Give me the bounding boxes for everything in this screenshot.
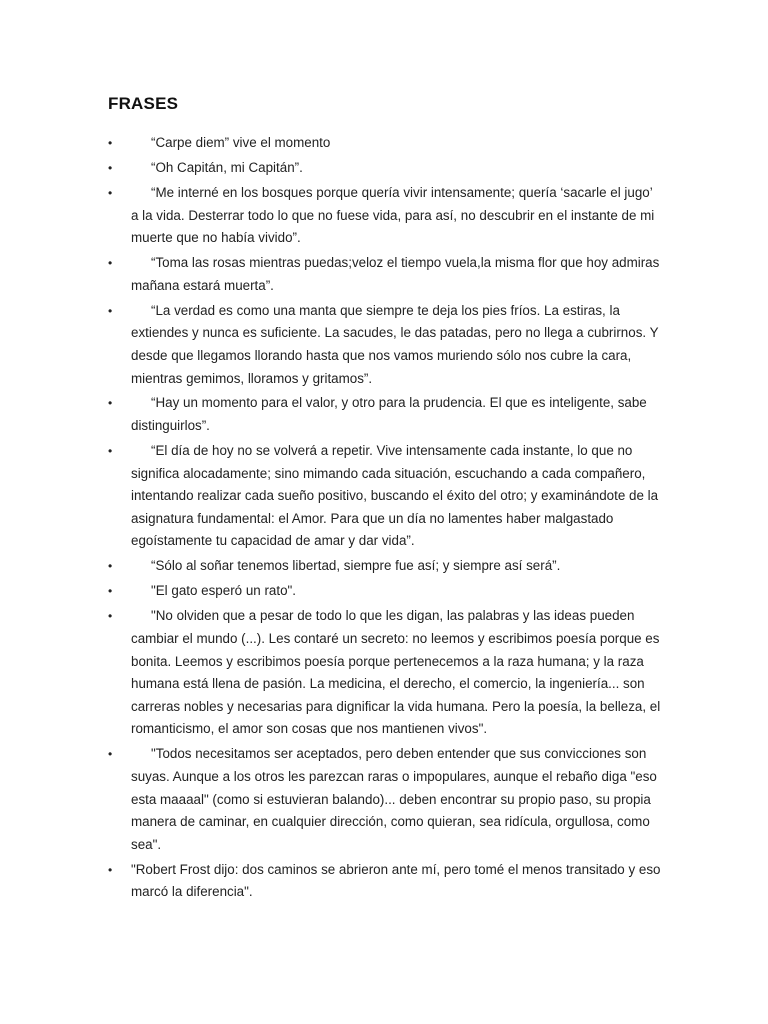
list-item <box>0 743 662 856</box>
bullet-icon: • <box>108 136 113 150</box>
quote-text: "Robert Frost dijo: dos caminos se abrieron ante mí, pero tomé el menos transitado y eso marcó la diferencia". <box>131 861 661 900</box>
quote-text: “Toma las rosas mientras puedas;veloz el tiempo vuela,la misma flor que hoy admiras mañana estará muerta”. <box>131 255 660 293</box>
bullet-icon: • <box>108 747 113 762</box>
list-item <box>0 182 662 250</box>
quote-text: “Oh Capitán, mi Capitán”. <box>151 159 303 175</box>
list-item <box>0 132 662 155</box>
list-item <box>0 605 662 741</box>
bullet-icon: • <box>108 862 113 877</box>
bullet-icon: • <box>108 609 113 624</box>
quote-text: “Me interné en los bosques porque quería vivir intensamente; quería ‘sacarle el jugo’ a la vida. Desterrar todo lo que no fuese vida, para así, no descubrir en el instante de mi muerte que no había vivido”. <box>131 184 655 246</box>
bullet-icon: • <box>108 444 113 459</box>
quote-text: "Todos necesitamos ser aceptados, pero deben entender que sus convicciones son suyas. Aunque a los otros les parezcan raras o impopulares, aunque el rebaño diga "eso esta maaaal" (como si estuvieran balando)... deben encontrar su propio paso, su propia manera de caminar, en cualquier dirección, como quieran, sea ridícula, orgullosa, como sea". <box>131 746 657 852</box>
list-item <box>0 252 662 297</box>
quote-text: “Hay un momento para el valor, y otro para la prudencia. El que es inteligente, sabe distinguirlos”. <box>131 395 647 434</box>
list-item <box>0 392 662 437</box>
quote-text: "No olviden que a pesar de todo lo que les digan, las palabras y las ideas pueden cambiar el mundo (...). Les contaré un secreto: no leemos y escribimos poesía porque es bonita. Leemos y escribimos poesía porque pertenecemos a la raza humana; y la raza humana está llena de pasión. La medicina, el derecho, el comercio, la ingeniería... son carreras nobles y necesarias para dignificar la vida humana. Pero la poesía, la belleza, el romanticismo, el amor son cosas que nos mantienen vivos". <box>131 608 661 737</box>
bullet-icon: • <box>108 256 113 271</box>
document-title: FRASES <box>108 94 179 113</box>
bullet-icon: • <box>108 396 113 411</box>
quote-text: “El día de hoy no se volverá a repetir. Vive intensamente cada instante, lo que no significa alocadamente; sino mimando cada situación, escuchando a cada compañero, intentando realizar cada sueño positivo, buscando el éxito del otro; y examinándote de la asignatura fundamental: el Amor. Para que un día no lamentes haber malgastado egoístamente tu capacidad de amar y dar vida”. <box>131 443 659 549</box>
bullet-icon: • <box>108 303 113 318</box>
list-item <box>0 555 662 578</box>
bullet-icon: • <box>108 584 113 599</box>
quote-text: “La verdad es como una manta que siempre te deja los pies fríos. La estiras, la extiendes y nunca es suficiente. La sacudes, le das patadas, pero no llega a cubrirnos. Y desde que llegamos llorando hasta que nos vamos muriendo sólo nos cubre la cara, mientras gemimos, lloramos y gritamos”. <box>131 302 659 386</box>
quote-text: “Sólo al soñar tenemos libertad, siempre fue así; y siempre así será”. <box>151 558 561 574</box>
bullet-icon: • <box>108 185 113 200</box>
quotes-list <box>0 132 768 906</box>
bullet-icon: • <box>108 160 113 175</box>
list-item <box>0 440 662 553</box>
bullet-icon: • <box>108 559 113 574</box>
list-item <box>0 580 662 603</box>
list-item <box>0 157 662 180</box>
list-item <box>0 859 662 904</box>
quote-text: "El gato esperó un rato". <box>151 583 296 599</box>
quote-text: “Carpe diem” vive el momento <box>151 135 331 150</box>
list-item <box>0 300 662 390</box>
